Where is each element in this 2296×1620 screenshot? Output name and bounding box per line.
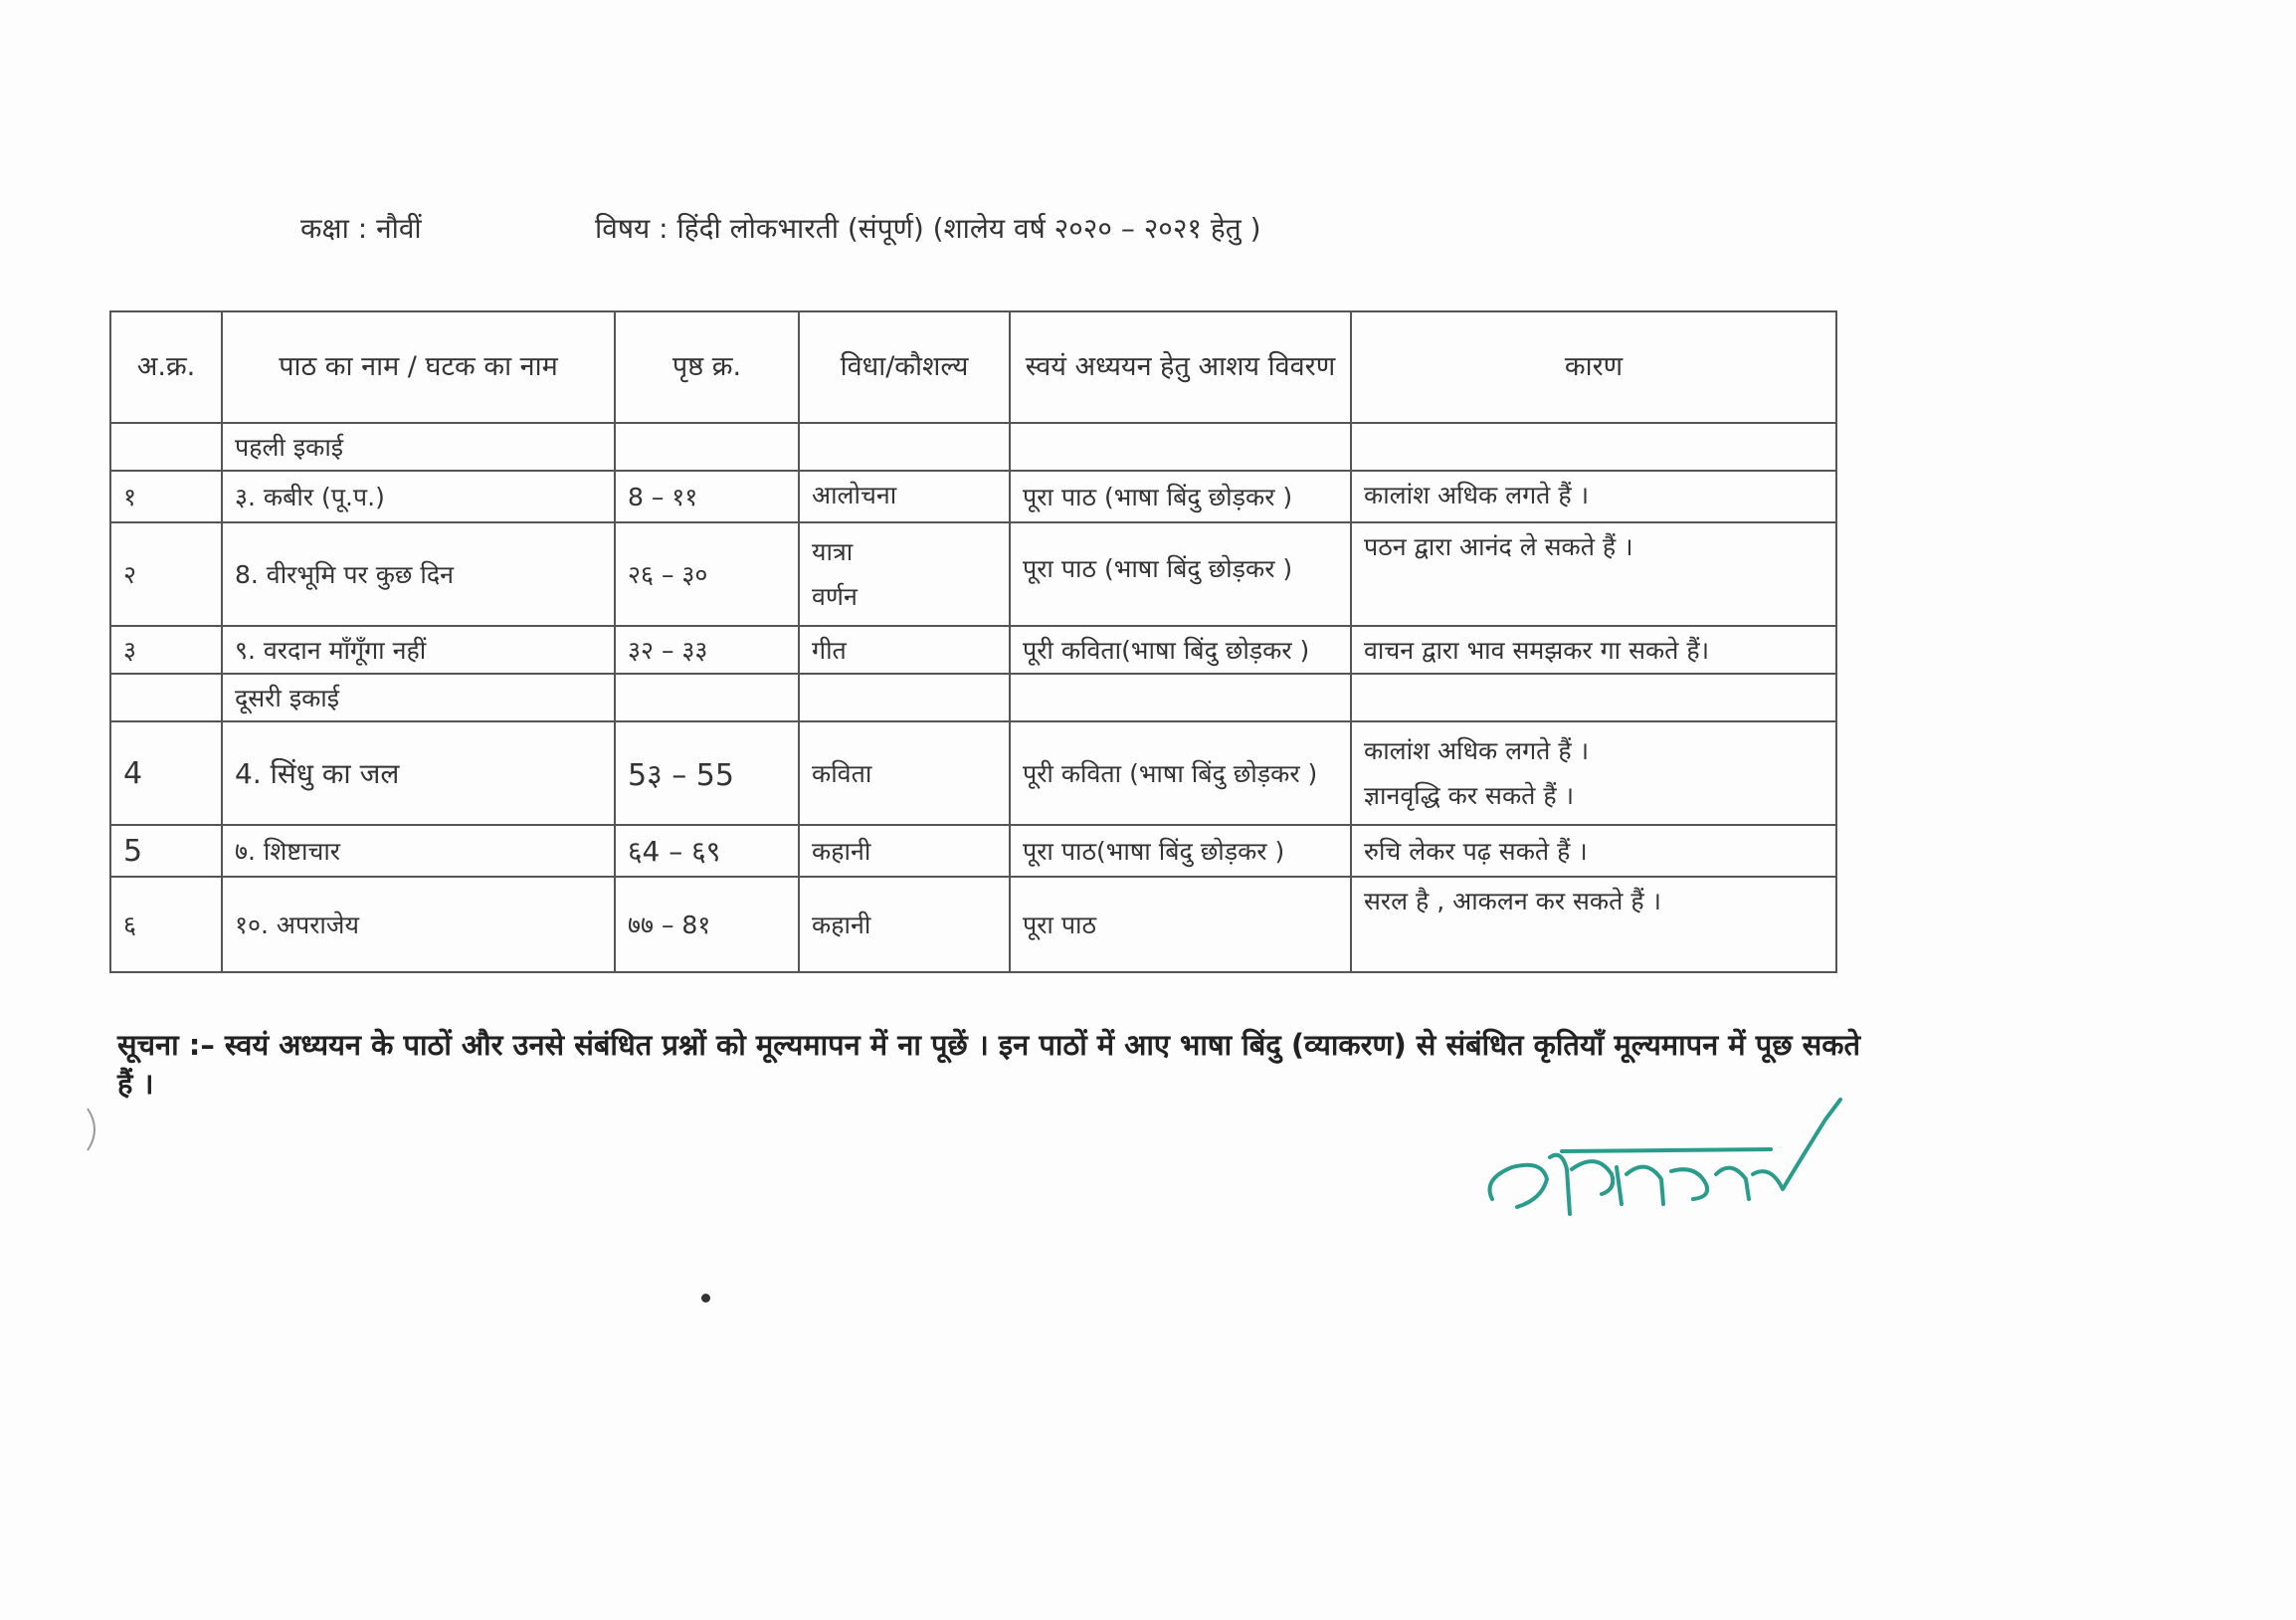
table-header-row [110,311,1836,423]
detail-cell: पूरा पाठ [1010,877,1351,972]
table-row [110,877,1836,972]
reason-line: ज्ञानवृद्धि कर सकते हैं । [1364,781,1575,810]
genre-cell: गीत [799,626,1010,674]
detail-cell: पूरी कविता (भाषा बिंदु छोड़कर ) [1010,721,1351,825]
genre-cell: कहानी [799,825,1010,877]
pages-cell: ६4 – ६९ [615,825,799,877]
genre-line: यात्रा [812,537,854,566]
unit-row [110,423,1836,471]
lesson-cell: 8. वीरभूमि पर कुछ दिन [222,522,615,626]
genre-cell: कहानी [799,877,1010,972]
lesson-cell: ३. कबीर (पू.प.) [222,471,615,522]
lesson-cell: १०. अपराजेय [222,877,615,972]
table-row [110,825,1836,877]
pages-cell: ३२ – ३३ [615,626,799,674]
detail-cell: पूरा पाठ(भाषा बिंदु छोड़कर ) [1010,825,1351,877]
serial-cell: 4 [110,721,222,825]
reason-line: कालांश अधिक लगते हैं । [1364,736,1590,765]
pages-cell: 8 – ११ [615,471,799,522]
detail-cell: पूरी कविता(भाषा बिंदु छोड़कर ) [1010,626,1351,674]
unit-row [110,674,1836,721]
reason-cell: कालांश अधिक लगते हैं । [1351,471,1836,522]
lesson-cell: ७. शिष्टाचार [222,825,615,877]
subject-label: विषय : हिंदी लोकभारती (संपूर्ण) (शालेय वर्ष २०२० – २०२१ हेतु ) [595,212,1261,245]
reason-cell [1351,721,1836,825]
stray-dot [701,1294,710,1303]
reason-cell: रुचि लेकर पढ़ सकते हैं । [1351,825,1836,877]
pages-cell: २६ – ३० [615,522,799,626]
reason-cell: वाचन द्वारा भाव समझकर गा सकते हैं। [1351,626,1836,674]
col-header-genre: विधा/कौशल्य [799,311,1010,423]
genre-cell: आलोचना [799,471,1010,522]
lesson-cell: 4. सिंधु का जल [222,721,615,825]
serial-cell: 5 [110,825,222,877]
genre-cell: कविता [799,721,1010,825]
col-header-reason: कारण [1351,311,1836,423]
lesson-cell: ९. वरदान माँगूँगा नहीं [222,626,615,674]
serial-cell: २ [110,522,222,626]
syllabus-table [109,310,1837,973]
col-header-self-study: स्वयं अध्ययन हेतु आशय विवरण [1010,311,1351,423]
genre-cell [799,522,1010,626]
detail-cell: पूरा पाठ (भाषा बिंदु छोड़कर ) [1010,522,1351,626]
genre-line: वर्णन [812,582,858,611]
margin-mark [84,1105,103,1154]
reason-cell: सरल है , आकलन कर सकते हैं । [1351,877,1836,972]
class-label: कक्षा : नौवीं [300,212,422,245]
table-row [110,471,1836,522]
col-header-serial: अ.क्र. [110,311,222,423]
col-header-lesson: पाठ का नाम / घटक का नाम [222,311,615,423]
signature-image [1472,1080,1870,1229]
table-row [110,721,1836,825]
serial-cell: १ [110,471,222,522]
serial-cell: ३ [110,626,222,674]
notice-text: सूचना :– स्वयं अध्ययन के पाठों और उनसे संबंधित प्रश्नों को मूल्यमापन में ना पूछें । इन पाठों में आए भाषा बिंदु (व्याकरण) से संबंधित कृतियाँ मूल्यमापन में पूछ सकते हैं । [117,1028,1861,1101]
pages-cell: ७७ – 8१ [615,877,799,972]
table-row [110,626,1836,674]
col-header-pages: पृष्ठ क्र. [615,311,799,423]
serial-cell: ६ [110,877,222,972]
table-row [110,522,1836,626]
unit-label-first: पहली इकाई [222,423,615,471]
unit-label-second: दूसरी इकाई [222,674,615,721]
detail-cell: पूरा पाठ (भाषा बिंदु छोड़कर ) [1010,471,1351,522]
reason-cell: पठन द्वारा आनंद ले सकते हैं । [1351,522,1836,626]
pages-cell: 5३ – 55 [615,721,799,825]
